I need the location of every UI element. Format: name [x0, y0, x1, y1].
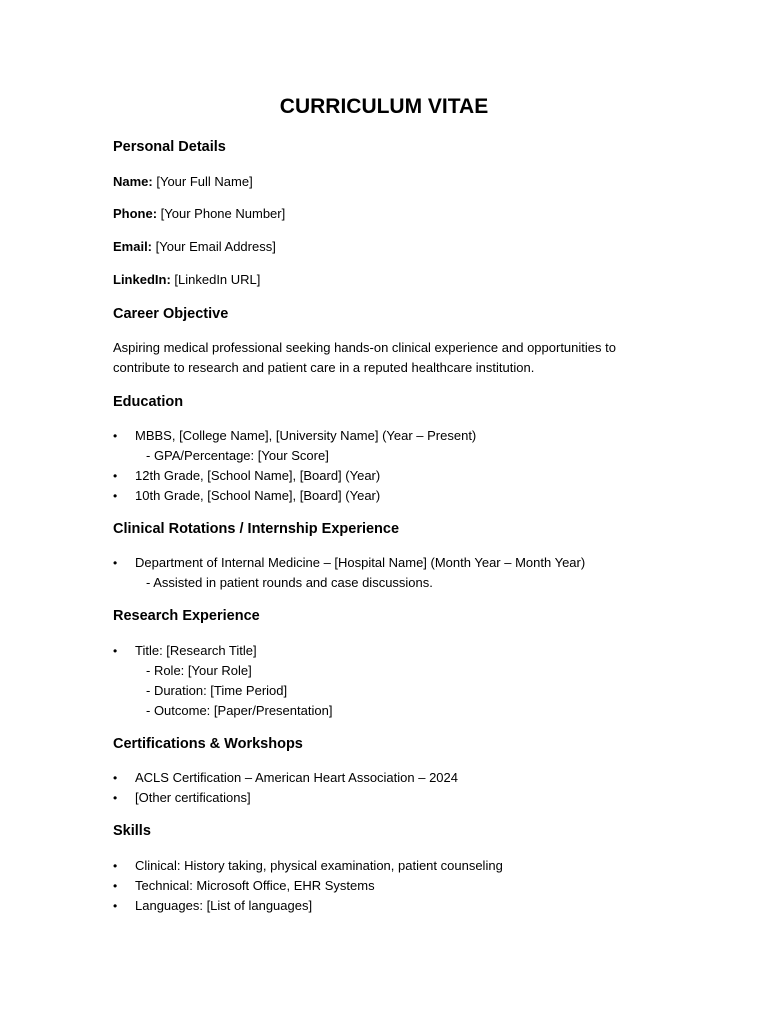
bullet-icon: • — [113, 899, 118, 913]
bullet-icon: • — [113, 556, 118, 570]
list-item-text: Title: [Research Title] — [135, 643, 257, 658]
bullet-icon: • — [113, 429, 118, 443]
heading-clinical-rotations: Clinical Rotations / Internship Experience — [113, 521, 400, 537]
field-name — [113, 172, 253, 192]
list-item-text: 10th Grade, [School Name], [Board] (Year) — [135, 488, 381, 503]
list-subitem: - Outcome: [Paper/Presentation] — [146, 703, 333, 718]
field-phone — [113, 204, 285, 224]
field-name-value: [Your Full Name] — [152, 174, 253, 189]
field-phone-label: Phone: — [113, 206, 158, 221]
list-item-text: Department of Internal Medicine – [Hospital Name] (Month Year – Month Year) — [135, 555, 586, 570]
list-subitem: - Assisted in patient rounds and case discussions. — [146, 575, 433, 590]
heading-certifications: Certifications & Workshops — [113, 736, 303, 752]
field-linkedin — [113, 270, 260, 290]
list-item-text: 12th Grade, [School Name], [Board] (Year) — [135, 468, 381, 483]
list-subitem: - GPA/Percentage: [Your Score] — [146, 448, 329, 463]
list-item-text: Clinical: History taking, physical examination, patient counseling — [135, 858, 503, 873]
bullet-icon: • — [113, 879, 118, 893]
field-phone-value: [Your Phone Number] — [157, 206, 286, 221]
bullet-icon: • — [113, 644, 118, 658]
bullet-icon: • — [113, 791, 118, 805]
field-email — [113, 237, 276, 257]
objective-line-1: Aspiring medical professional seeking hands-on clinical experience and opportunities to — [113, 340, 616, 355]
heading-career-objective: Career Objective — [113, 306, 229, 322]
field-email-label: Email: — [113, 239, 153, 254]
list-item-text: [Other certifications] — [135, 790, 251, 805]
list-subitem: - Role: [Your Role] — [146, 663, 252, 678]
bullet-icon: • — [113, 489, 118, 503]
list-item-text: Technical: Microsoft Office, EHR Systems — [135, 878, 375, 893]
document-title: CURRICULUM VITAE — [279, 95, 489, 118]
bullet-icon: • — [113, 859, 118, 873]
bullet-icon: • — [113, 771, 118, 785]
heading-personal-details: Personal Details — [113, 139, 226, 155]
heading-education: Education — [113, 394, 184, 410]
list-item-text: Languages: [List of languages] — [135, 898, 313, 913]
heading-skills: Skills — [113, 823, 151, 839]
bullet-icon: • — [113, 469, 118, 483]
field-name-label: Name: — [113, 174, 153, 189]
field-linkedin-value: [LinkedIn URL] — [170, 272, 261, 287]
field-email-value: [Your Email Address] — [152, 239, 276, 254]
field-linkedin-label: LinkedIn: — [113, 272, 171, 287]
objective-line-2: contribute to research and patient care in a reputed healthcare institution. — [113, 360, 535, 375]
heading-research-experience: Research Experience — [113, 608, 260, 624]
list-item-text: ACLS Certification – American Heart Association – 2024 — [135, 770, 459, 785]
list-subitem: - Duration: [Time Period] — [146, 683, 288, 698]
list-item-text: MBBS, [College Name], [University Name] (Year – Present) — [135, 428, 477, 443]
